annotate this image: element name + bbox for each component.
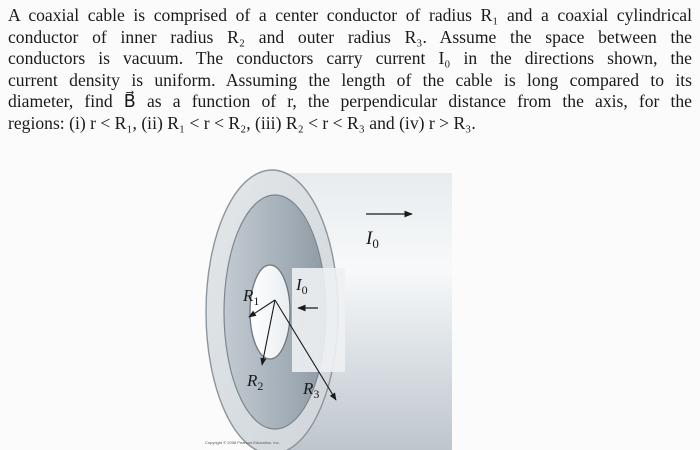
problem-statement [8, 5, 692, 135]
coaxial-cable-diagram [0, 165, 700, 450]
coaxial-cable-figure [0, 165, 700, 450]
label-r2: $R_2$ [247, 371, 264, 393]
label-r1: $R_1$ [243, 286, 260, 308]
label-i0-outer: $I_0$ [366, 228, 379, 251]
problem-line: A coaxial cable is comprised of a center conductor of radius R₁ and a coaxial cylindrical [8, 5, 692, 25]
problem-line: diameter, find B⃗ as a function of r, the perpendicular distance from the axis, for the [8, 91, 692, 112]
problem-line: conductor of inner radius R₂ and outer radius R₃. Assume the space between the [8, 26, 692, 47]
problem-line: current density is uniform. Assuming the length of the cable is long compared to its [8, 69, 692, 90]
copyright-notice: Copyright © 2008 Pearson Education, Inc. [205, 440, 280, 445]
problem-line: regions: (i) r < R₁, (ii) R₁ < r < R₂, (iii) R₂ < r < R₃ and (iv) r > R₃. [8, 112, 476, 133]
problem-line: conductors is vacuum. The conductors carry current I₀ in the directions shown, the [8, 48, 692, 69]
label-i0-inner: $I_0$ [296, 275, 308, 297]
label-r3: $R_3$ [303, 379, 320, 401]
